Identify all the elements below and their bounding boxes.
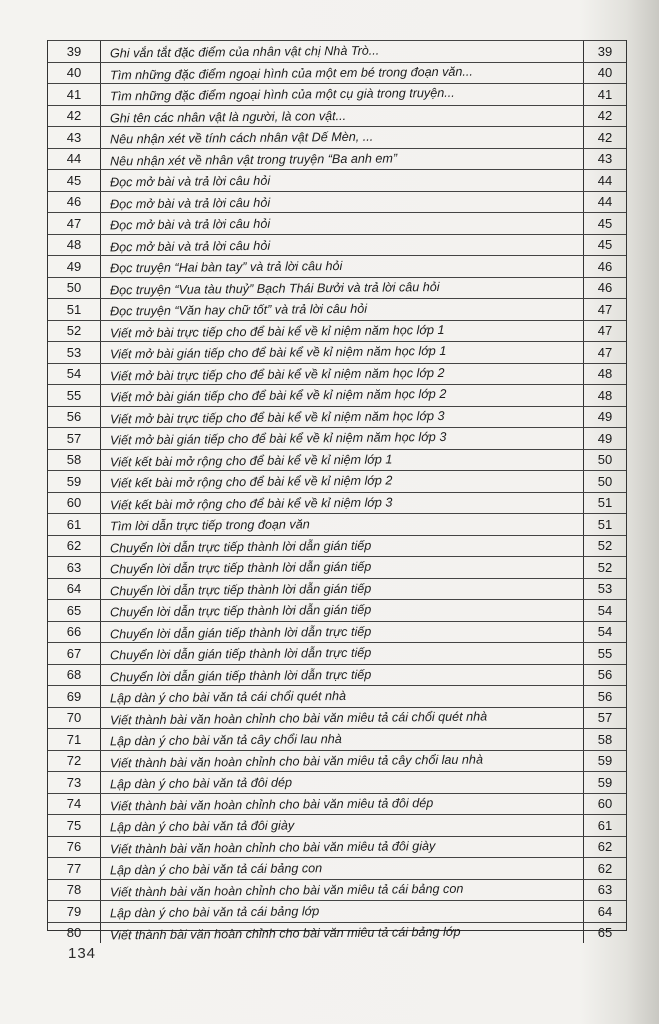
row-number: 71: [48, 729, 101, 750]
row-title: Viết kết bài mở rộng cho để bài kể về kỉ niệm lớp 2: [110, 473, 393, 491]
row-page: 44: [583, 170, 626, 191]
row-page: 49: [583, 428, 626, 449]
row-number: 57: [48, 428, 101, 449]
row-number: 58: [48, 450, 101, 471]
table-row: [48, 212, 626, 234]
row-title: Lập dàn ý cho bài văn tả cái bảng con: [110, 861, 323, 878]
row-title: Chuyển lời dẫn trực tiếp thành lời dẫn gián tiếp: [110, 538, 372, 556]
row-page: 54: [583, 622, 626, 643]
row-page: 42: [583, 127, 626, 148]
row-page: 50: [583, 471, 626, 492]
row-page: 53: [583, 579, 626, 600]
table-row: [48, 62, 626, 84]
row-title: Lập dàn ý cho bài văn tả cây chổi lau nhà: [110, 732, 342, 749]
row-page: 59: [583, 772, 626, 793]
row-number: 45: [48, 170, 101, 191]
row-number: 62: [48, 536, 101, 557]
row-page: 48: [583, 364, 626, 385]
row-number: 79: [48, 901, 101, 922]
table-row: [48, 40, 626, 62]
row-number: 54: [48, 364, 101, 385]
row-title: Viết mở bài trực tiếp cho để bài kể về kỉ niệm năm học lớp 2: [110, 365, 445, 384]
row-page: 42: [583, 106, 626, 127]
row-page: 56: [583, 686, 626, 707]
row-title: Lập dàn ý cho bài văn tả cái bảng lớp: [110, 904, 320, 921]
table-row: [48, 470, 626, 492]
table-row: [48, 255, 626, 277]
row-title: Viết mở bài trực tiếp cho để bài kể về kỉ niệm năm học lớp 3: [110, 408, 445, 427]
row-number: 52: [48, 321, 101, 342]
table-row: [48, 234, 626, 256]
row-number: 80: [48, 923, 101, 944]
row-page: 58: [583, 729, 626, 750]
row-page: 41: [583, 84, 626, 105]
table-row: [48, 556, 626, 578]
row-page: 61: [583, 815, 626, 836]
table-row: [48, 728, 626, 750]
table-row: [48, 922, 626, 944]
row-page: 46: [583, 256, 626, 277]
row-number: 67: [48, 643, 101, 664]
row-number: 42: [48, 106, 101, 127]
row-title: Viết thành bài văn hoàn chỉnh cho bài văn miêu tả cái bảng lớp: [110, 924, 461, 943]
table-row: [48, 492, 626, 514]
page-number: 134: [68, 945, 97, 962]
row-title: Chuyển lời dẫn trực tiếp thành lời dẫn gián tiếp: [110, 602, 372, 620]
row-page: 49: [583, 407, 626, 428]
row-page: 50: [583, 450, 626, 471]
table-row: [48, 857, 626, 879]
row-number: 55: [48, 385, 101, 406]
table-row: [48, 406, 626, 428]
row-page: 47: [583, 299, 626, 320]
row-title: Lập dàn ý cho bài văn tả cái chổi quét nhà: [110, 689, 346, 706]
row-number: 68: [48, 665, 101, 686]
row-title: Viết thành bài văn hoàn chỉnh cho bài văn miêu tả cái chổi quét nhà: [110, 709, 488, 728]
table-row: [48, 449, 626, 471]
contents-rows: [48, 40, 626, 943]
table-row: [48, 814, 626, 836]
row-page: 55: [583, 643, 626, 664]
row-page: 39: [583, 41, 626, 62]
contents-table: [47, 40, 627, 943]
table-row: [48, 83, 626, 105]
table-row: [48, 685, 626, 707]
row-page: 46: [583, 278, 626, 299]
row-number: 74: [48, 794, 101, 815]
row-title: Tìm lời dẫn trực tiếp trong đoạn văn: [110, 517, 310, 534]
row-number: 46: [48, 192, 101, 213]
table-row: [48, 578, 626, 600]
table-row: [48, 320, 626, 342]
row-page: 51: [583, 493, 626, 514]
table-row: [48, 126, 626, 148]
row-number: 39: [48, 41, 101, 62]
row-title: Đọc truyện “Hai bàn tay” và trả lời câu hỏi: [110, 259, 343, 276]
table-row: [48, 750, 626, 772]
row-page: 43: [583, 149, 626, 170]
row-number: 61: [48, 514, 101, 535]
row-page: 44: [583, 192, 626, 213]
row-title: Viết kết bài mở rộng cho để bài kể về kỉ niệm lớp 1: [110, 452, 393, 470]
row-number: 44: [48, 149, 101, 170]
row-title: Viết mở bài gián tiếp cho để bài kể về kỉ niệm năm học lớp 3: [110, 430, 447, 448]
row-number: 78: [48, 880, 101, 901]
row-page: 48: [583, 385, 626, 406]
table-row: [48, 277, 626, 299]
row-title: Đọc mở bài và trả lời câu hỏi: [110, 174, 271, 190]
row-title: Đọc mở bài và trả lời câu hỏi: [110, 217, 271, 233]
row-title: Chuyển lời dẫn trực tiếp thành lời dẫn gián tiếp: [110, 559, 372, 577]
row-page: 45: [583, 213, 626, 234]
row-title: Viết mở bài gián tiếp cho để bài kể về kỉ niệm năm học lớp 2: [110, 387, 447, 405]
row-number: 70: [48, 708, 101, 729]
table-row: [48, 771, 626, 793]
row-number: 49: [48, 256, 101, 277]
table-row: [48, 363, 626, 385]
row-page: 40: [583, 63, 626, 84]
row-number: 56: [48, 407, 101, 428]
table-row: [48, 191, 626, 213]
row-title: Chuyển lời dẫn gián tiếp thành lời dẫn trực tiếp: [110, 645, 372, 663]
table-row: [48, 879, 626, 901]
row-page: 54: [583, 600, 626, 621]
row-title: Lập dàn ý cho bài văn tả đôi giày: [110, 818, 295, 835]
row-number: 48: [48, 235, 101, 256]
row-title: Viết thành bài văn hoàn chỉnh cho bài văn miêu tả đôi giày: [110, 838, 436, 857]
table-row: [48, 793, 626, 815]
row-title: Ghi tên các nhân vật là người, là con vật...: [110, 108, 347, 126]
row-page: 56: [583, 665, 626, 686]
row-page: 57: [583, 708, 626, 729]
row-title: Chuyển lời dẫn gián tiếp thành lời dẫn trực tiếp: [110, 624, 372, 642]
table-row: [48, 427, 626, 449]
table-row: [48, 900, 626, 922]
row-page: 45: [583, 235, 626, 256]
row-page: 51: [583, 514, 626, 535]
row-title: Nêu nhận xét về tính cách nhân vật Dế Mèn, ...: [110, 129, 374, 147]
row-page: 60: [583, 794, 626, 815]
row-title: Viết kết bài mở rộng cho để bài kể về kỉ niệm lớp 3: [110, 495, 393, 513]
row-number: 53: [48, 342, 101, 363]
row-title: Tìm những đặc điểm ngoại hình của một em bé trong đoạn văn...: [110, 64, 473, 83]
row-page: 52: [583, 536, 626, 557]
row-page: 59: [583, 751, 626, 772]
table-row: [48, 707, 626, 729]
row-number: 69: [48, 686, 101, 707]
row-title: Viết thành bài văn hoàn chỉnh cho bài văn miêu tả đôi dép: [110, 795, 434, 814]
row-number: 63: [48, 557, 101, 578]
row-title: Đọc truyện “Văn hay chữ tốt” và trả lời câu hỏi: [110, 301, 368, 319]
row-page: 65: [583, 923, 626, 944]
row-number: 60: [48, 493, 101, 514]
table-row: [48, 621, 626, 643]
row-number: 43: [48, 127, 101, 148]
row-page: 64: [583, 901, 626, 922]
row-title: Ghi vắn tắt đặc điểm của nhân vật chị Nhà Trò...: [110, 43, 380, 61]
row-page: 63: [583, 880, 626, 901]
row-title: Viết mở bài gián tiếp cho để bài kể về kỉ niệm năm học lớp 1: [110, 344, 447, 362]
row-number: 47: [48, 213, 101, 234]
row-number: 77: [48, 858, 101, 879]
row-number: 66: [48, 622, 101, 643]
row-number: 75: [48, 815, 101, 836]
row-number: 50: [48, 278, 101, 299]
row-title: Lập dàn ý cho bài văn tả đôi dép: [110, 775, 293, 792]
row-page: 52: [583, 557, 626, 578]
table-row: [48, 535, 626, 557]
row-number: 64: [48, 579, 101, 600]
table-row: [48, 384, 626, 406]
row-page: 47: [583, 342, 626, 363]
row-number: 76: [48, 837, 101, 858]
row-title: Viết thành bài văn hoàn chỉnh cho bài văn miêu tả cây chổi lau nhà: [110, 752, 483, 771]
row-title: Đọc mở bài và trả lời câu hỏi: [110, 238, 271, 255]
row-number: 51: [48, 299, 101, 320]
row-title: Tìm những đặc điểm ngoại hình của một cụ già trong truyện...: [110, 86, 455, 104]
row-page: 47: [583, 321, 626, 342]
row-number: 73: [48, 772, 101, 793]
table-row: [48, 642, 626, 664]
table-row: [48, 169, 626, 191]
row-title: Đọc truyện “Vua tàu thuỷ” Bạch Thái Bưởi và trả lời câu hỏi: [110, 279, 440, 298]
table-row: [48, 513, 626, 535]
row-number: 72: [48, 751, 101, 772]
row-number: 65: [48, 600, 101, 621]
row-title: Chuyển lời dẫn trực tiếp thành lời dẫn gián tiếp: [110, 581, 372, 599]
table-row: [48, 298, 626, 320]
row-title: Đọc mở bài và trả lời câu hỏi: [110, 195, 271, 212]
row-number: 41: [48, 84, 101, 105]
table-row: [48, 341, 626, 363]
row-page: 62: [583, 837, 626, 858]
row-number: 40: [48, 63, 101, 84]
row-page: 62: [583, 858, 626, 879]
row-title: Viết thành bài văn hoàn chỉnh cho bài văn miêu tả cái bảng con: [110, 881, 464, 900]
row-title: Chuyển lời dẫn gián tiếp thành lời dẫn trực tiếp: [110, 667, 372, 685]
table-row: [48, 148, 626, 170]
table-row: [48, 599, 626, 621]
table-row: [48, 664, 626, 686]
row-title: Viết mở bài trực tiếp cho để bài kể về kỉ niệm năm học lớp 1: [110, 322, 445, 341]
row-title: Nêu nhận xét về nhân vật trong truyện “Ba anh em”: [110, 151, 398, 169]
table-row: [48, 836, 626, 858]
table-row: [48, 105, 626, 127]
row-number: 59: [48, 471, 101, 492]
